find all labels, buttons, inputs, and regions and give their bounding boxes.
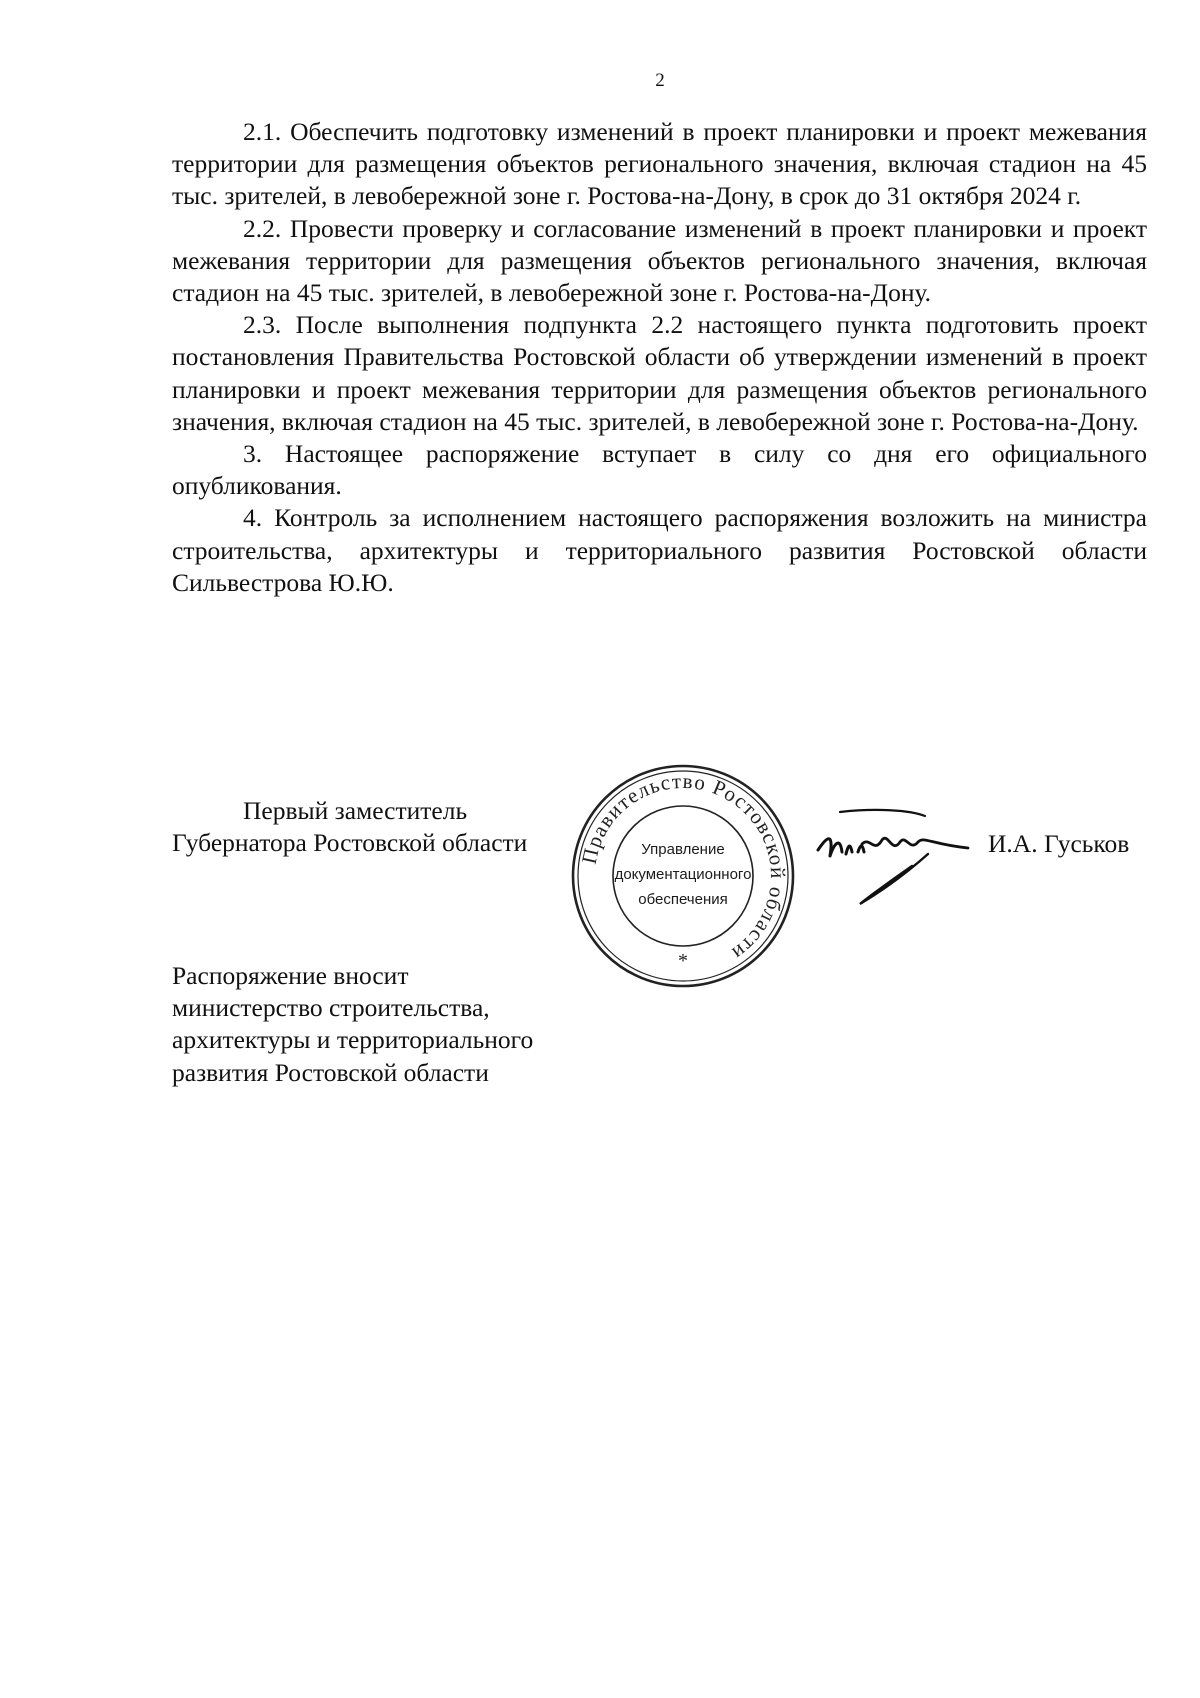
handwritten-signature bbox=[800, 800, 980, 910]
stamp-inner-text bbox=[570, 837, 796, 912]
submitter-line-1: Распоряжение вносит bbox=[172, 961, 409, 990]
paragraph-4: 4. Контроль за исполнением настоящего распоряжения возложить на министра строительства, архитектуры и территориального развития Ростовской области Сильвестрова Ю.Ю. bbox=[172, 503, 1147, 597]
submitter-line-4: развития Ростовской области bbox=[172, 1057, 489, 1087]
submitter-line-2: министерство строительства, bbox=[172, 993, 490, 1023]
stamp-line-1: Управление bbox=[641, 841, 725, 858]
submitter-note bbox=[172, 960, 533, 1089]
signatory-position-line1: Первый заместитель bbox=[243, 796, 468, 825]
signatory-position-line2: Губернатора Ростовской области bbox=[172, 828, 528, 857]
signature-graphic bbox=[800, 800, 980, 910]
paragraph-2-2: 2.2. Провести проверку и согласование изменений в проект планировки и проект межевания территории для размещения объектов регионального значения, включая стадион на 45 тыс. зрителей, в левобережной зоне г. Ростова-на-Дону. bbox=[172, 213, 1147, 308]
page-number: 2 bbox=[655, 70, 665, 91]
stamp-line-2: документационного bbox=[614, 866, 752, 883]
stamp-line-3: обеспечения bbox=[638, 891, 728, 908]
svg-text:*: * bbox=[678, 950, 688, 972]
paragraph-2-1: 2.1. Обеспечить подготовку изменений в проект планировки и проект межевания территории для размещения объектов регионального значения, включая стадион на 45 тыс. зрителей, в левобережной зоне г. Ростова-на-Дону, в срок до 31 октября 2024 г. bbox=[172, 117, 1147, 211]
document-body bbox=[172, 116, 1147, 599]
signatory-position bbox=[172, 795, 527, 859]
submitter-line-3: архитектуры и территориального bbox=[172, 1025, 534, 1055]
paragraph-3: 3. Настоящее распоряжение вступает в силу со дня его официального опубликования. bbox=[172, 439, 1147, 501]
official-stamp bbox=[570, 763, 796, 989]
paragraph-2-3: 2.3. После выполнения подпункта 2.2 настоящего пункта подготовить проект постановления Правительства Ростовской области об утверждении изменений в проект планировки и проект межевания территории для размещения объектов регионального значения, включая стадион на 45 тыс. зрителей, в левобережной зоне г. Ростова-на-Дону. bbox=[172, 310, 1147, 436]
signatory-name: И.А. Гуськов bbox=[988, 829, 1130, 858]
svg-text:Правительство Ростовской облас: Правительство Ростовской области bbox=[576, 768, 791, 967]
